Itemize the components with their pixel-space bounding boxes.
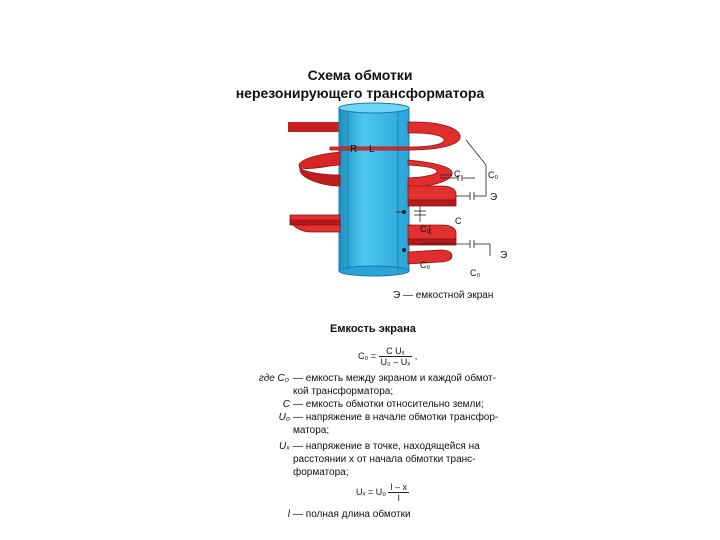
formula-c0-denominator: U₀ – Uₓ [380, 357, 411, 367]
definition-symbol: U₀ [278, 412, 290, 423]
label-r: R [350, 144, 358, 155]
formula-ux-lhs: Uₓ = U₀ [356, 486, 386, 497]
label-c0-top: C₀ [488, 170, 499, 180]
label-c0-mid: C₀ [420, 224, 431, 234]
formula-ux [356, 482, 409, 503]
definition-text: кой трансформатора; [293, 386, 394, 397]
label-c-mid: C [455, 216, 462, 226]
definition-symbol: l [287, 509, 290, 520]
definition-text: форматора; [293, 467, 349, 478]
formula-ux-numerator: l – x [390, 482, 407, 492]
core-cylinder [339, 103, 409, 276]
definition-symbol: Uₓ [278, 441, 290, 452]
label-e-bottom: Э [500, 250, 508, 261]
definition-text: матора; [293, 425, 330, 436]
definition-text: расстоянии x от начала обмотки транс- [293, 454, 476, 465]
label-c0-low: C₀ [420, 260, 431, 270]
label-l: L [369, 144, 375, 155]
winding-back [288, 122, 340, 132]
definition-symbol: где C₀ [258, 373, 289, 384]
diagram-title-line1: Схема обмотки [307, 67, 413, 83]
section-title: Емкость экрана [330, 323, 416, 335]
formula-c0 [358, 346, 417, 367]
label-c0-bottom: C₀ [470, 268, 481, 278]
screen-legend: Э — емкостной экран [393, 290, 494, 301]
definition-text: — напряжение в начале обмотки трансфор- [293, 412, 499, 423]
diagram-title-line2: нерезонирующего трансформатора [235, 85, 485, 101]
formula-ux-denominator: l [397, 493, 400, 503]
formula-ux-fraction [388, 482, 409, 503]
definition-text: — напряжение в точке, находящейся на [293, 441, 480, 452]
definition-text: — емкость между экраном и каждой обмот- [293, 373, 496, 384]
formula-c0-numerator: C Uₓ [379, 346, 413, 357]
definition-text: — емкость обмотки относительно земли; [293, 399, 484, 410]
formula-c0-tail: , [414, 350, 418, 361]
definition-text: — полная длина обмотки [293, 509, 411, 520]
definition-symbol: C [282, 399, 290, 410]
formula-c0-lhs: C₀ = [358, 350, 376, 361]
formula-c0-fraction [379, 346, 413, 367]
label-c-top: C [454, 169, 461, 179]
label-e-top: Э [490, 192, 498, 203]
